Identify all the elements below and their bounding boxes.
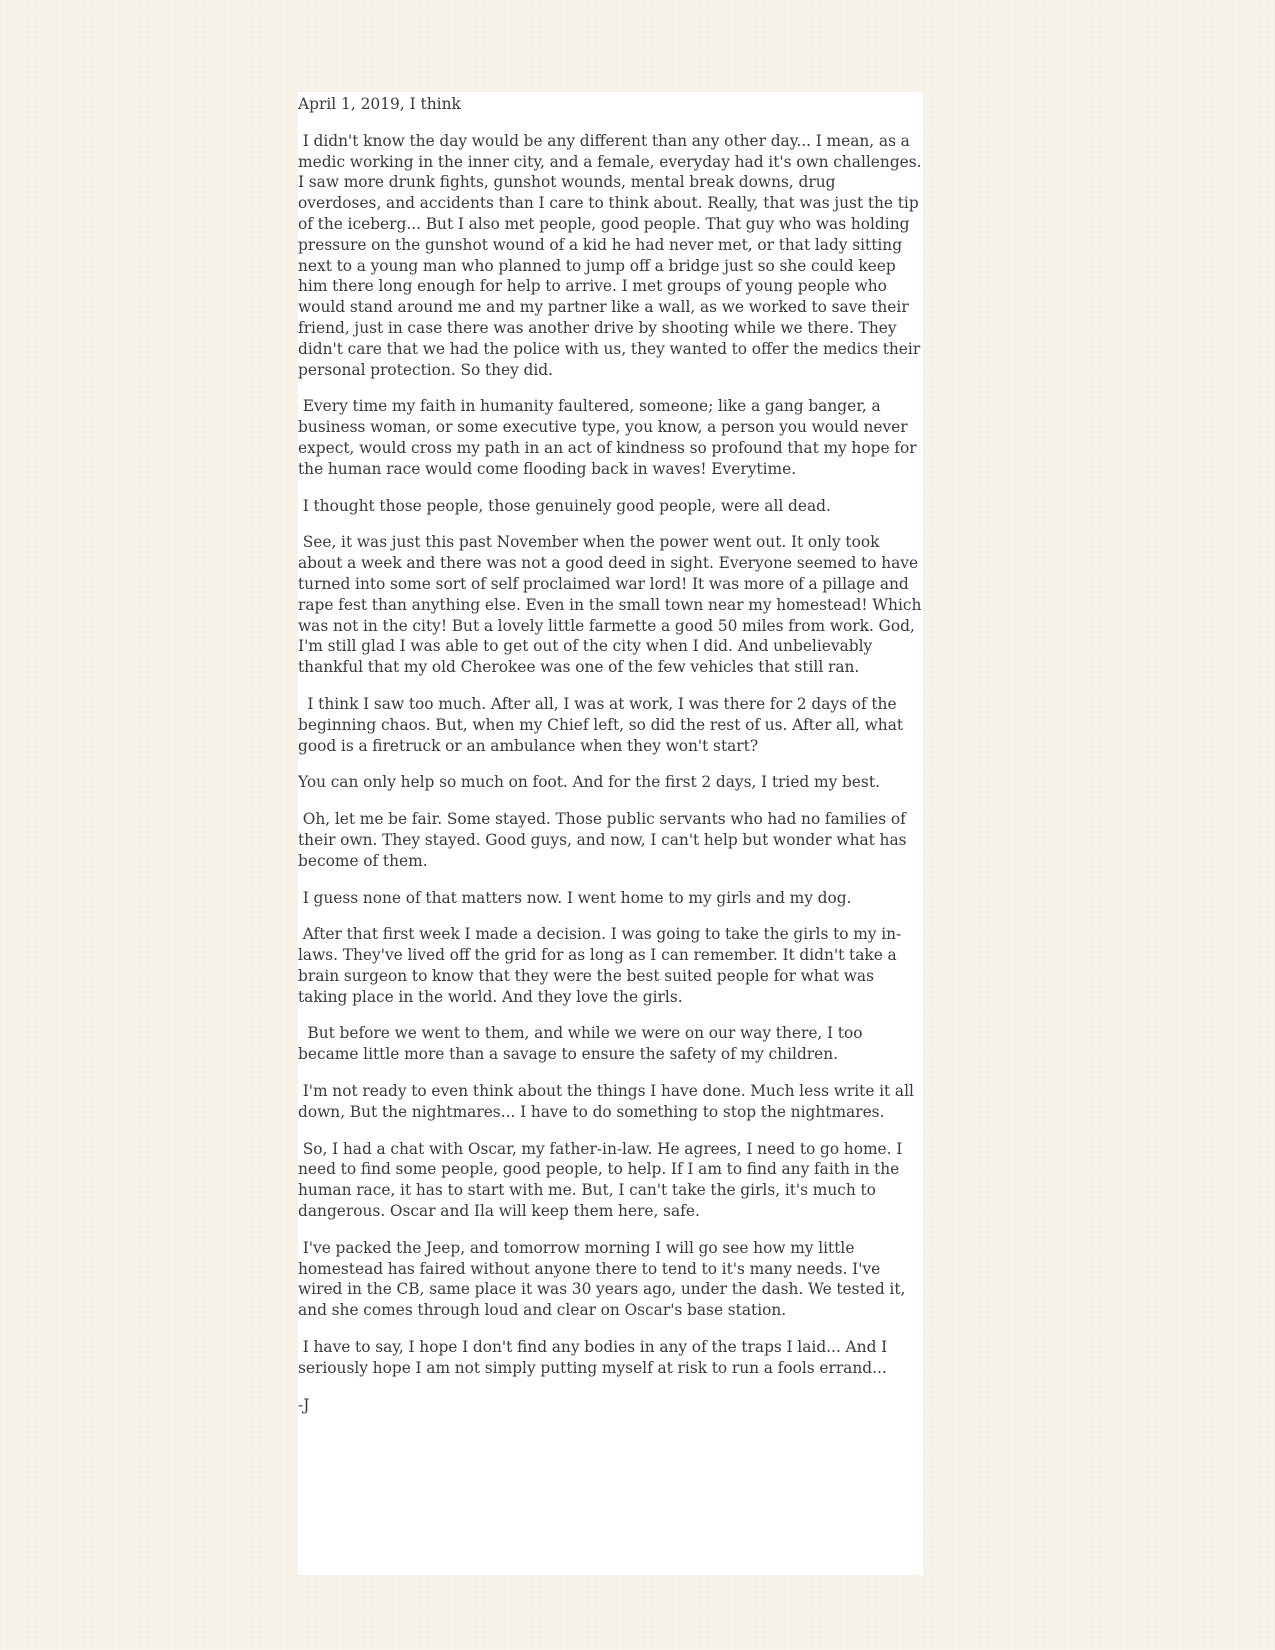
paragraph-3: I thought those people, those genuinely good people, were all dead. [298,496,831,515]
paragraph-13: I've packed the Jeep, and tomorrow morning I will go see how my little homestead has faired without anyone there to tend to it's many needs. I've wired in the CB, same place it was 30 years ago, under the dash. We tested it, and she comes through loud and clear on Oscar's base station. [298,1238,911,1320]
journal-page [298,92,927,1575]
entry-date: April 1, 2019, I think [298,95,461,113]
paragraph-11: I'm not ready to even think about the things I have done. Much less write it all down, But the nightmares... I have to do something to stop the nightmares. [298,1082,919,1121]
paragraph-1: I didn't know the day would be any different than any other day... I mean, as a medic working in the inner city, and a female, everyday had it's own challenges. I saw more drunk fights, gunshot wounds, mental break downs, drug overdoses, and accidents than I care to think about. Really, that was just the tip of the iceberg... But I also met people, good people. That guy who was holding pressure on the gunshot wound of a kid he had never met, or that lady sitting next to a young man who planned to jump off a bridge just so she could keep him there long enough for help to arrive. I met groups of young people who would stand around me and my partner like a wall, as we worked to save their friend, just in case there was another drive by shooting while we there. They didn't care that we had the police with us, they wanted to offer the medics their personal protection. So they did. [298,131,927,379]
paragraph-10: But before we went to them, and while we were on our way there, I too became little more than a savage to ensure the safety of my children. [298,1024,868,1064]
entry-body [298,131,927,1379]
paragraph-12: So, I had a chat with Oscar, my father-in-law. He agrees, I need to go home. I need to find some people, good people, to help. If I am to find any faith in the human race, it has to start with me. But, I can't take the girls, it's much to dangerous. Oscar and Ila will keep them here, safe. [298,1139,908,1221]
paragraph-7: Oh, let me be fair. Some stayed. Those public servants who had no families of their own. They stayed. Good guys, and now, I can't help but wonder what has become of them. [298,810,912,870]
paragraph-14: I have to say, I hope I don't find any bodies in any of the traps I laid... And I seriously hope I am not simply putting myself at risk to run a fools errand... [298,1338,892,1377]
paragraph-2: Every time my faith in humanity faultered, someone; like a gang banger, a business woman, or some executive type, you know, a person you would never expect, would cross my path in an act of kindness so profound that my hope for the human race would come flooding back in waves! Everytime. [298,397,922,478]
paragraph-5: I think I saw too much. After all, I was at work, I was there for 2 days of the beginning chaos. But, when my Chief left, so did the rest of us. After all, what good is a firetruck or an ambulance when they won't start? [298,694,908,755]
paragraph-6: You can only help so much on foot. And for the first 2 days, I tried my best. [298,773,880,792]
signature: -J [298,1395,310,1414]
paragraph-9: After that first week I made a decision. I was going to take the girls to my in-laws. They've lived off the grid for as long as I can remember. It didn't take a brain surgeon to know that they were the best suited people for what was taking place in the world. And they love the girls. [298,925,902,1006]
paragraph-4: See, it was just this past November when the power went out. It only took about a week and there was not a good deed in sight. Everyone seemed to have turned into some sort of self proclaimed war lord! It was more of a pillage and rape fest than anything else. Even in the small town near my homestead! Which was not in the city! But a lovely little farmette a good 50 miles from work. God, I'm still glad I was able to get out of the city when I did. And unbelievably thankful that my old Cherokee was one of the few vehicles that still ran. [298,533,927,677]
paragraph-8: I guess none of that matters now. I went home to my girls and my dog. [298,888,852,907]
